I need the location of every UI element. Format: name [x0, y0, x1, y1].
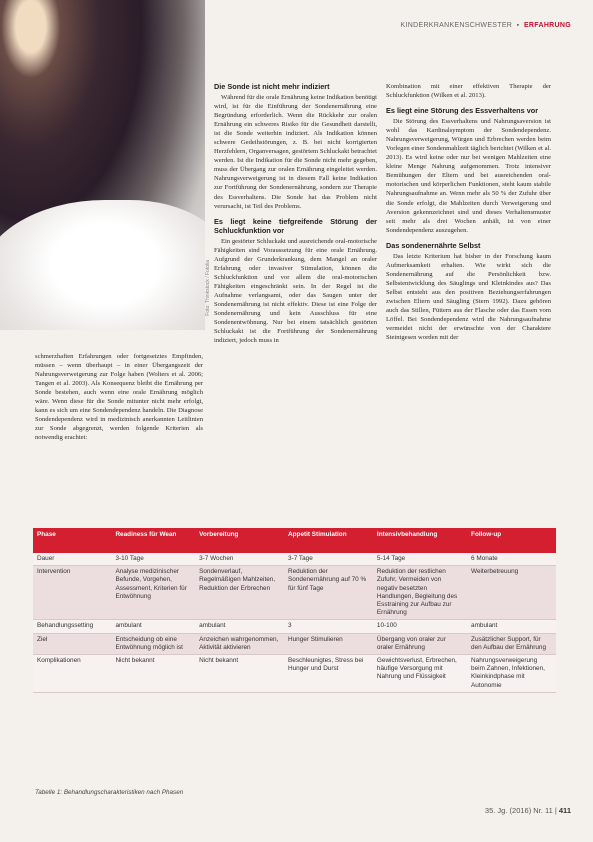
table-cell: Reduktion der restlichen Zufuhr, Vermeiden von negativ besetzten Handlungen, Begleitung des Esstraining zur Aufbau zur Ernährung: [373, 566, 467, 620]
section-heading: Das sondenernährte Selbst: [386, 240, 481, 250]
table-row: [33, 655, 556, 693]
table-cell: Anzeichen wahrgenommen, Aktivität aktivieren: [195, 633, 284, 654]
table-cell: Nahrungsverweigerung beim Zahnen, Infektionen, Kleinkindphase mit Autonomie: [467, 655, 556, 693]
section-name: KINDERKRANKENSCHWESTER: [400, 22, 513, 29]
table-cell: Hunger Stimulieren: [284, 633, 373, 654]
table-cell: Weiterbetreuung: [467, 566, 556, 620]
paragraph: Die Störung des Essverhaltens und Nahrungsaversion ist wohl das Kardinalsymptom der Sondendependenz. Nahrungsverweigerung, Würgen und Erbrechen werden beim Vorlegen einer Sondenmahlzeit täglich berichtet (Wilken et al. 2013). Es wird keine oder nur bei wenigen Mahlzeiten eine kleine Menge Nahrung aufgenommen. Trotz intensiver Bemühungen der Eltern und bei ausreichenden oral-motorischen und körperlichen Funktionen, steht kaum stabile Nahrungsaufnahme an. Wenn mehr als 50 % der Zufuhr über die Sonde erfolgt, die Mahlzeiten durch Verweigerung und Aversion gekennzeichnet sind und dieses Verhaltensmuster seit mehr als drei Wochen anhält, ist von einer Sondendependenz auszugehen.: [386, 118, 551, 234]
paragraph: Ein gestörter Schluckakt und ausreichende oral-motorische Fähigkeiten sind Voraussetzung für eine orale Ernährung. Aufgrund der Grunderkrankung, dem Mangel an oraler Erfahrung oder invasiver Stimulation, können die Schluckfunktion und vor allem die oral-motorischen Fähigkeiten eingeschränkt sein. In der Regel ist die Aufnahme verlangsamt, oder das Saugen unter der Sondenernährung ist nicht effektiv. Diese ist eine Folge der Sondenernährung und kein Ausschluss für eine Sondenentwöhnung. Nur bei einem tatsächlich gestörten Schluckakt ist die Fortführung der Sondenernährung indiziert, jedoch muss in: [214, 237, 377, 345]
table-cell: Komplikationen: [33, 655, 111, 693]
section-heading: Es liegt keine tiefgreifende Störung der Schluckfunktion vor: [214, 216, 377, 235]
table-cell: Nicht bekannt: [195, 655, 284, 693]
issue-info: 35. Jg. (2016) Nr. 11: [484, 806, 553, 815]
running-head: [401, 22, 571, 29]
table-body: [33, 553, 556, 692]
table-row: [33, 566, 556, 620]
section-heading: Es liegt eine Störung des Essverhaltens vor: [386, 106, 539, 116]
table-cell: Intervention: [33, 566, 111, 620]
separator-icon: ▪: [514, 22, 522, 29]
table-cell: 3-7 Tage: [284, 553, 373, 566]
column-header: Phase: [33, 528, 111, 553]
table-cell: ambulant: [467, 620, 556, 633]
table-cell: Behandlungssetting: [33, 620, 111, 633]
section-heading: Die Sonde ist nicht mehr indiziert: [214, 82, 330, 91]
table-cell: Analyse medizinischer Befunde, Vorgehen, Assessment, Kriterien für Entwöhnung: [111, 566, 195, 620]
paragraph: Während für die orale Ernährung keine Indikation benötigt wird, ist für die Einführung der Sondenernährung eine Begründung erforderlich. Wenn die Rückkehr zur oralen Ernährung ein schweres Risiko für die Gesundheit darstellt, ist die Sonde weiterhin indiziert. Als Indikation können schwere Gedeihstörungen, z. B. bei nicht korrigierten Herzfehlern, Organversagen, gestörtem Schluckakt betrachtet werden. Ist die Indikation für die Sonde nicht mehr gegeben, muss der Übergang zur oralen Ernährung eingeleitet werden. Nahrungsverweigerung ist in diesem Fall keine Indikation zur Fortführung der Sondenernährung, sondern zur Therapie des Essverhaltens. Die Sonde hat das Problem nicht verursacht, ist Teil des Problems.: [214, 94, 377, 210]
table-cell: Entscheidung ob eine Entwöhnung möglich ist: [111, 633, 195, 654]
photo-credit: Foto: Thinkstock / Fotolia: [205, 260, 211, 316]
table-cell: 3: [284, 620, 373, 633]
table-row: [33, 553, 556, 566]
column-header: Appetit Stimulation: [284, 528, 373, 553]
table-cell: ambulant: [111, 620, 195, 633]
table-cell: Nicht bekannt: [111, 655, 195, 693]
table-cell: Gewichtsverlust, Erbrechen, häufige Versorgung mit Nahrung und Flüssigkeit: [373, 655, 467, 693]
column-header: Follow-up: [467, 528, 556, 553]
table-cell: Ziel: [33, 633, 111, 654]
page-number: 411: [558, 806, 571, 815]
table-cell: Dauer: [33, 553, 111, 566]
table-cell: Beschleunigtes, Stress bei Hunger und Durst: [284, 655, 373, 693]
table-cell: Zusätzlicher Support, für den Aufbau der Ernährung: [467, 633, 556, 654]
table-row: [33, 633, 556, 654]
column-right: [386, 82, 551, 342]
column-header: Vorbereitung: [195, 528, 284, 553]
paragraph: Das letzte Kriterium hat bisher in der Forschung kaum Aufmerksamkeit erhalten. Wie wirkt sich die Sondenernährung auf die Persönlichkeit bzw. Selbstentwicklung des Säuglings und Kleinkindes aus? Das Selbst entsteht aus den positiven Beziehungserfahrungen zwischen Eltern und Säugling (Stern 1992). Dazu gehören auch das Stillen, Füttern aus der Flasche oder das Essen vom Löffel. Bei Sondendependenz wird die Nahrungsaufnahme vermeidet nicht der erwünschte von der Charaktere Steintgesen worden mit der: [386, 252, 551, 342]
table-caption: Tabelle 1: Behandlungscharakteristiken nach Phasen: [35, 789, 184, 796]
category-name: ERFAHRUNG: [523, 22, 571, 29]
article-photo: [0, 0, 205, 330]
photo-cloth: [0, 200, 205, 330]
table-cell: 6 Monate: [467, 553, 556, 566]
column-left: [35, 352, 203, 442]
table-cell: 5-14 Tage: [373, 553, 467, 566]
page-footer: 35. Jg. (2016) Nr. 11 | 411: [484, 806, 571, 815]
table-cell: 3-10 Tage: [111, 553, 195, 566]
paragraph: schmerzhaften Erfahrungen oder fortgesetztes Empfinden, müssen – wenn überhaupt – in einer Übergangszeit der Nahrungsverweigerung zur Folge haben (Wolters et al. 2006; Tangen et al. 2003). Als Konsequenz bleibt die Ernährung per Sonde bestehen, auch wenn eine orale Ernährung möglich wäre. Wenn diese für die Sonde mitunter nicht mehr erfolgt, kann es sich um eine Sondendependenz handeln. Die Diagnose Sondendependenz wird in medizinisch anerkannten Leitlinien zur Sonde abgegrenzt, werden folgende Kriterien als notwendig erachtet:: [35, 353, 203, 442]
table-row: [33, 620, 556, 633]
table-cell: ambulant: [195, 620, 284, 633]
column-header: Intensivbehandlung: [373, 528, 467, 553]
table-cell: Reduktion der Sondenernährung auf 70 % für fünf Tage: [284, 566, 373, 620]
column-middle: [214, 82, 377, 345]
column-header: Readiness für Wean: [111, 528, 195, 553]
phases-table: [33, 528, 556, 693]
table-cell: Sondenverlauf, Regelmäßigen Mahlzeiten, Reduktion der Erbrechen: [195, 566, 284, 620]
table-cell: Übergang von oraler zur oraler Ernährung: [373, 633, 467, 654]
table-header-row: [33, 528, 556, 553]
table-cell: 10-100: [373, 620, 467, 633]
table-cell: 3-7 Wochen: [195, 553, 284, 566]
paragraph: Kombination mit einer effektiven Therapie der Schluckfunktion (Wilken et al. 2013).: [386, 83, 551, 100]
